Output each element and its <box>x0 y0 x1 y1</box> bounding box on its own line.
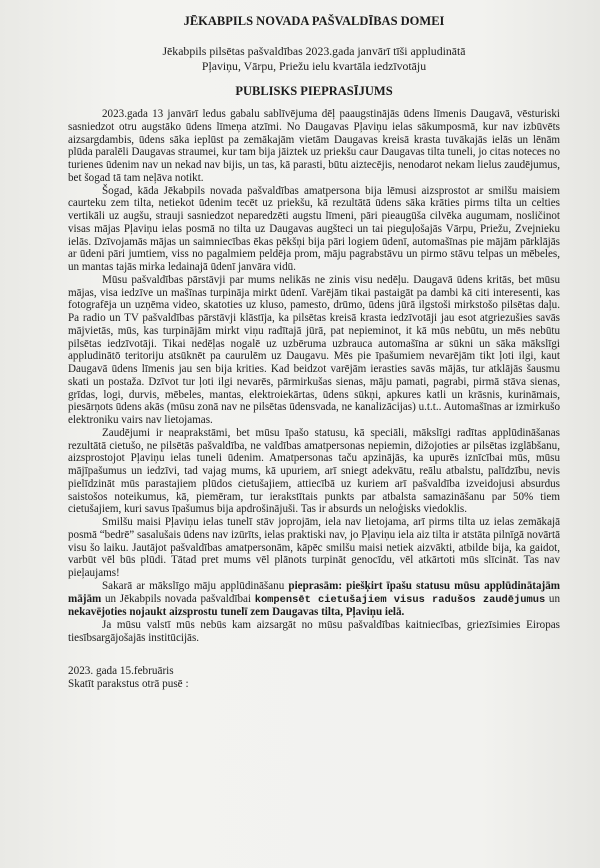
demand-mid: un Jēkabpils novada pašvaldībai <box>104 592 251 605</box>
paragraph-2: Šogad, kāda Jēkabpils novada pašvaldības amatpersona bija lēmusi aizsprostot ar smilšu maisiem caurteku zem tilta, netiekot ūdenim tecēt uz priekšu, kā rezultātā ūdens sāka krāties pirms tilta un celties vertikāli uz augšu, strauji sasniedzot neparedzēti augstu līmeni, pāri pieaugūša cilvēka augumam, nosličinot visas mājas Pļaviņu ielas posmā no tilta uz Daugavas augšteci un tai pieguļošajās Vārpu, Priežu, Zvejnieku ielās. Dzīvojamās mājas un saimniecības ēkas pēkšņi bija pāri logiem ūdenī, automašīnas pie mājām pārklājās ar ūdeni pāri jumtiem, viss no pagalmiem peldēja prom, māju pagrabstāvu un pirmo stāvu telpas un mēbeles, un mantas tajās mirka ledainajā ūdenī janvāra vidū. <box>68 184 560 273</box>
demand-and: un <box>548 592 560 605</box>
sender-subtitle <box>68 44 560 74</box>
demand-remove-barrier: nekavējoties nojaukt aizsprostu tunelī zem Daugavas tilta, Pļaviņu ielā. <box>68 606 405 619</box>
paragraph-demands <box>68 580 560 619</box>
paragraph-3: Mūsu pašvaldības pārstāvji par mums nelikās ne zinis visu nedēļu. Daugavā ūdens kritās, bet mūsu mājas, visa iedzīve un mašīnas turpināja mirkt ūdenī. Varējām tikai pastaigāt pa dambi kā citi interesenti, kas fotografēja un uzņēma video, skatoties uz kluso, pamesto, drūmo, ūdens jūrā ilgstoši mirkstošo pilsētas daļu. Pa radio un TV pašvaldības pārstāvji klāstīja, ka pilsētas kreisā krasta iedzīvotāji jau esot atgriezušies savās mājvietās, mūs, kas turpinājām mirkt viņu radītajā jūrā, pat nepieminot, it kā mūs nebūtu, un mēs nebūtu pilsētas iedzīvotāji. Tikai nedēļas nogalē uz uzbēruma uzbrauca automašīna ar sūkni un sāka mākslīgi appludinātō teritoriju atsūknēt pa caurulēm uz Daugavu. Mēs pie īpašumiem nevarējām tikt ļoti ilgi, kaut Daugavā ūdens līmenis jau sen bija krities. Kad beidzot varējām ierasties savās mājās, tur atklājās šausmu skati un postaža. Dzīvot tur ļoti ilgi nevarēs, pārmirkušas sienas, māju pamati, pagrabi, pirmā stāva sienas, grīdas, logi, durvis, mēbeles, mantas, elektroiekārtas, ūdens sūkņi, apkures katli un krāsnis, kurināmais, piesārņots ūdens akās (mūsu zonā nav ne pilsētas ūdensvada, ne kanalizācijas) u.t.t.. Automašīnas ar izmirkušo elektroniku vairs nav lietojamas. <box>68 273 560 426</box>
paragraph-4: Zaudējumi ir neaprakstāmi, bet mūsu īpašo statusu, kā speciāli, mākslīgi radītas applūdināšanas rezultātā cietušo, ne pilsētās pašvaldība, ne valdības amatpersonas nepiemin, dižojoties ar pilsētas izglābšanu, aizsprostojot Pļaviņu ielas tuneli ūdenim. Amatpersonas taču apzinājās, ka upurēs iznīcībai mūs, mūsu mājīpašumus un iedzīvi, tad vajag mums, kā upuriem, arī sniegt adekvātu, reālu atbalstu, palīdzību, nevis pielīdzināt mūs parastajiem plūdos cietušajiem, attiecībā uz kuriem arī pašvaldība izveidojusi absurdus saistošos noteikumus, kā, piemēram, tur ierakstītais punkts par atbalsta samazināšanu par 50% tiem cietušajiem, kuri savus īpašumus bija apdrošinājuši. Tas ir absurds un neloģisks viedoklis. <box>68 426 560 516</box>
signatures-note: Skatīt parakstus otrā pusē : <box>68 677 189 690</box>
subtitle-line-2: Pļaviņu, Vārpu, Priežu ielu kvartāla iedzīvotāju <box>201 59 427 73</box>
paragraph-1: 2023.gada 13 janvārī ledus gabalu sablīvējuma dēļ paaugstinājās ūdens līmenis Daugavā, vēsturiski sasniedzot otru augstāko ūdens līmeņa atzīmi. No Daugavas Pļaviņu ielas sākumposmā, kur nav izbūvēts aizsargdambis, ūdens sāka ieplūst pa zemākajām vietām Daugavas kreisā krasta tuvākajās ielās un lēnām plūda paralēli Daugavas straumei, kur tam bija jāiztek uz priekšu caur Daugavas tilta tuneli, jo citas noteces no turienes ūdenim nav un nekad nav bijis, un tas, kā parasti, būtu aiztecējis, nenodarot nekam lielus zaudējumus, bet šogad tā tam neļāva notikt. <box>68 108 560 184</box>
paragraph-5: Smilšu maisi Pļaviņu ielas tunelī stāv joprojām, iela nav lietojama, arī pirms tilta uz ielas zemākajā posmā “bedrē” sasalušais ūdens nav izūrīts, ielas praktiski nav, jo Pļaviņu iela aiz tilta ir atstāta pilnīgā novārtā visu šo laiku. Jautājot pašvaldības amatpersonām, kāpēc smilšu maisi netiek aizvākti, atbilde bija, ka gaidot, varbūt vēl būs plūdi. Tātad pret mums vēl plānots turpināt genocīdu, vēl atkārtoti mūs slīcināt. Tas nav pieļaujams! <box>68 516 560 579</box>
demand-intro: Sakarā ar mākslīgo māju applūdināšanu <box>102 579 285 592</box>
addressee-heading: JĒKABPILS NOVADA PAŠVALDĪBAS DOMEI <box>183 14 445 28</box>
subtitle-line-1: Jēkabpils pilsētas pašvaldības 2023.gada janvārī tīši appludinātā <box>162 44 466 58</box>
document-date: 2023. gada 15.februāris <box>68 664 174 677</box>
document-title: PUBLISKS PIEPRASĪJUMS <box>235 84 393 98</box>
demand-compensate: kompensēt cietušajiem visus radušos zaudējumus <box>254 593 546 606</box>
paragraph-7: Ja mūsu valstī mūs nebūs kam aizsargāt no mūsu pašvaldības kaitniecības, griezīsimies Eiropas tiesībsargājošajās institūcijās. <box>68 619 560 644</box>
demand-status: pieprasām: piešķirt īpašu statusu mūsu applūdinātajām mājām <box>68 579 560 605</box>
